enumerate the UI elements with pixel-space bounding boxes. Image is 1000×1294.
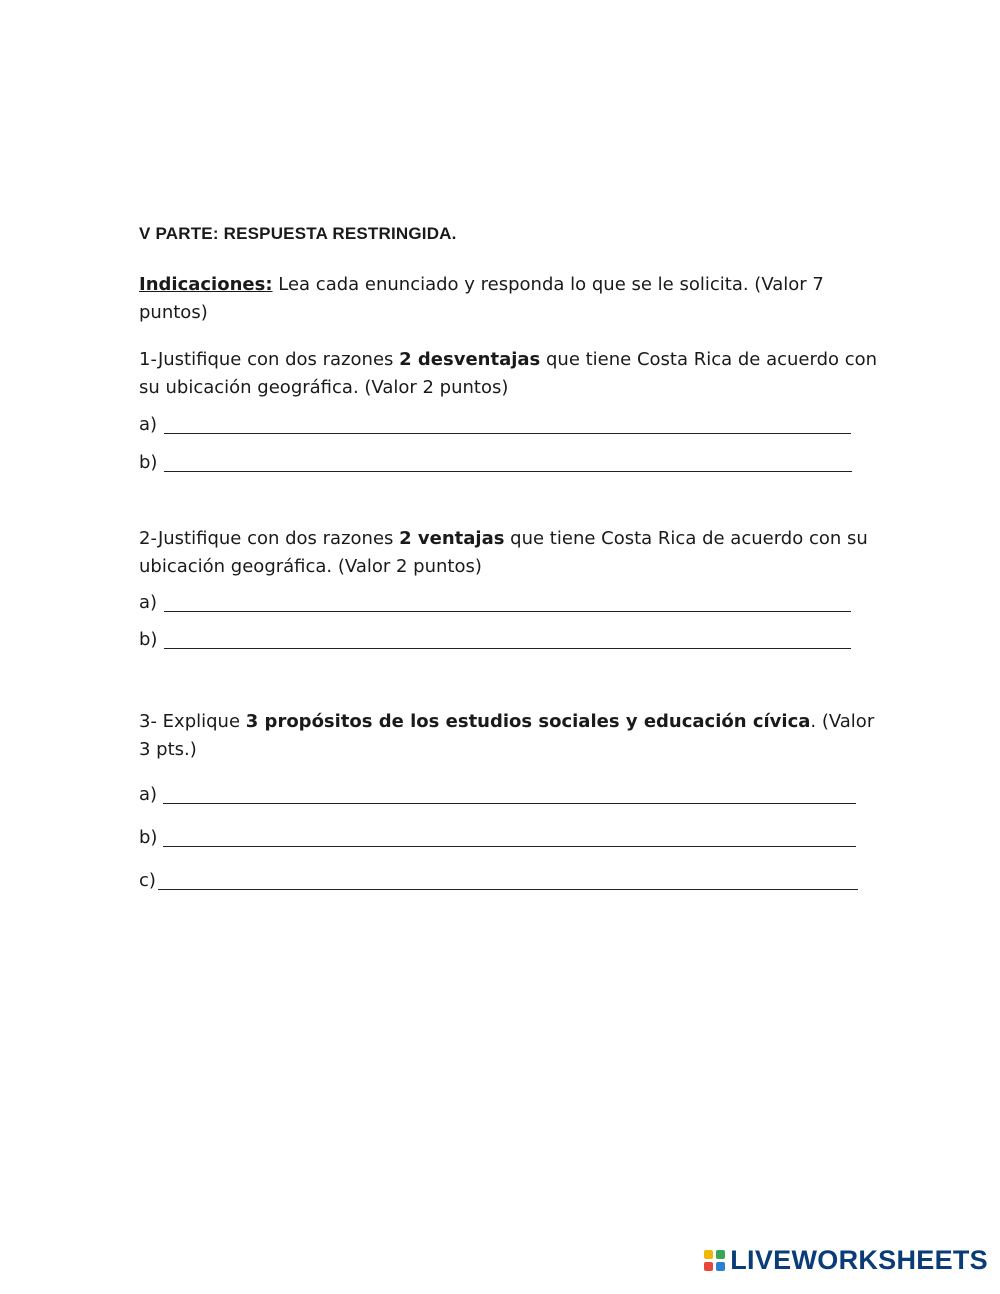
question-2: 2-Justifique con dos razones 2 ventajas que tiene Costa Rica de acuerdo con su ubicación geográfica. (Valor 2 puntos) (139, 528, 868, 577)
answer-line-3c[interactable]: c) (139, 868, 156, 894)
instructions (139, 271, 879, 327)
instructions-label: Indicaciones: (139, 274, 273, 295)
section-title: V PARTE: RESPUESTA RESTRINGIDA. (139, 224, 457, 243)
answer-rule (164, 611, 851, 612)
answer-line-2a[interactable]: a) (139, 590, 157, 616)
liveworksheets-logo-text: LIVEWORKSHEETS (730, 1245, 988, 1275)
answer-rule (163, 803, 856, 804)
question-3-keyword: 3 propósitos de los estudios sociales y educación cívica (245, 711, 811, 732)
question-1-keyword: 2 desventajas (399, 349, 541, 370)
answer-rule (158, 889, 858, 890)
answer-line-3a[interactable]: a) (139, 782, 157, 808)
question-3: 3- Explique 3 propósitos de los estudios sociales y educación cívica. (Valor 3 pts.) (139, 711, 875, 760)
liveworksheets-logo (704, 1245, 988, 1276)
question-1: 1-Justifique con dos razones 2 desventajas que tiene Costa Rica de acuerdo con su ubicación geográfica. (Valor 2 puntos) (139, 349, 878, 398)
liveworksheets-logo-icon (704, 1250, 726, 1272)
answer-line-1a[interactable]: a) (139, 412, 157, 438)
answer-line-2b[interactable]: b) (139, 627, 157, 653)
answer-rule (164, 648, 851, 649)
question-2-keyword: 2 ventajas (399, 528, 505, 549)
instructions-text: Lea cada enunciado y responda lo que se le solicita. (Valor 7 puntos) (139, 274, 824, 323)
answer-rule (164, 433, 851, 434)
answer-rule (164, 471, 852, 472)
answer-line-1b[interactable]: b) (139, 450, 157, 476)
answer-rule (163, 846, 856, 847)
answer-line-3b[interactable]: b) (139, 825, 157, 851)
